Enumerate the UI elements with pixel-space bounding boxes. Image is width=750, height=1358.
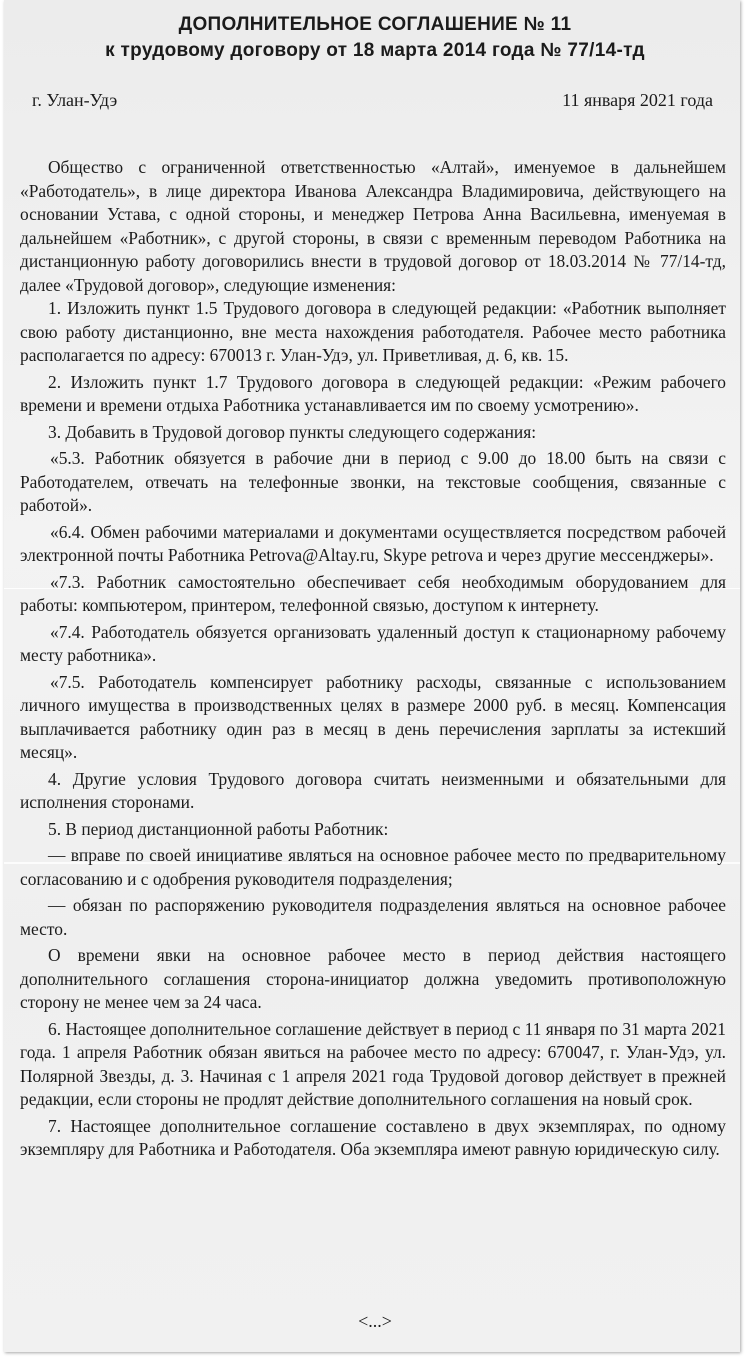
document-date: 11 января 2021 года [562, 90, 713, 110]
clause-5-item-2: — обязан по распоряжению руководителя подразделения являться на основное рабочее место. [20, 895, 726, 939]
clause-7-4: «7.4. Работодатель обязуется организовать удаленный доступ к стационарному рабочему месту работника». [20, 621, 726, 665]
continuation-marker: <...> [358, 1311, 392, 1331]
clause-6-4: «6.4. Обмен рабочими материалами и документами осуществляется посредством рабочей электронной почты Работника Petrova@Altay.ru, Skype petrova и через другие мессенджеры». [20, 521, 726, 565]
clause-5-item-1: — вправе по своей инициативе являться на основное рабочее место по предварительному согласованию и с одобрения руководителя подразделения; [20, 845, 726, 889]
clause-4: 4. Другие условия Трудового договора считать неизменными и обязательными для исполнения сторонами. [20, 768, 726, 812]
clause-5-note: О времени явки на основное рабочее место в период действия настоящего дополнительного соглашения сторона-инициатор должна уведомить противоположную сторону не менее чем за 24 часа. [20, 945, 726, 1012]
document-subtitle: к трудовому договору от 18 марта 2014 года № 77/14-тд [105, 40, 645, 61]
clause-7: 7. Настоящее дополнительное соглашение составлено в двух экземплярах, по одному экземпляру для Работника и Работодателя. Оба экземпляра имеют равную юридическую силу. [20, 1115, 726, 1159]
clause-2: 2. Изложить пункт 1.7 Трудового договора в следующей редакции: «Режим рабочего времени и времени отдыха Работника устанавливается им по своему усмотрению». [20, 371, 726, 415]
clause-3: 3. Добавить в Трудовой договор пункты следующего содержания: [48, 421, 537, 442]
clause-7-3: «7.3. Работник самостоятельно обеспечивает себя необходимым оборудованием для работы: компьютером, принтером, телефонной связью, доступом к интернету. [20, 571, 726, 615]
clause-5: 5. В период дистанционной работы Работник: [48, 818, 389, 839]
clause-6: 6. Настоящее дополнительное соглашение действует в период с 11 января по 31 марта 2021 года. 1 апреля Работник обязан явиться на рабочее место по адресу: 670047, г. Улан-Удэ, ул. Полярной Звезды, д. 3. Начиная с 1 апреля 2021 года Трудовой договор действует в прежней редакции, если стороны не продлят действие дополнительного соглашения на новый срок. [20, 1018, 726, 1109]
clause-7-5: «7.5. Работодатель компенсирует работнику расходы, связанные с использованием личного имущества в производственных целях в размере 2000 руб. в месяц. Компенсация выплачивается работнику один раз в месяц в день перечисления зарплаты за истекший месяц». [20, 671, 726, 762]
document-title: ДОПОЛНИТЕЛЬНОЕ СОГЛАШЕНИЕ № 11 [178, 14, 572, 35]
document-place: г. Улан-Удэ [32, 90, 118, 110]
document-body [20, 156, 726, 1162]
clause-5-3: «5.3. Работник обязуется в рабочие дни в период с 9.00 до 18.00 быть на связи с Работодателем, отвечать на телефонные звонки, на текстовые сообщения, связанные с работой». [20, 448, 726, 515]
preamble-paragraph: Общество с ограниченной ответственностью «Алтай», именуемое в дальнейшем «Работодатель», в лице директора Иванова Александра Владимировича, действующего на основании Устава, с одной стороны, и менеджер Петрова Анна Васильевна, именуемая в дальнейшем «Работник», с другой стороны, в связи с временным переводом Работника на дистанционную работу договорились внести в трудовой договор от 18.03.2014 № 77/14-тд, далее «Трудовой договор», следующие изменения: [20, 157, 726, 295]
clause-1: 1. Изложить пункт 1.5 Трудового договора в следующей редакции: «Работник выполняет свою работу дистанционно, вне места нахождения работодателя. Рабочее место работника располагается по адресу: 670013 г. Улан-Удэ, ул. Приветливая, д. 6, кв. 15. [20, 298, 726, 365]
